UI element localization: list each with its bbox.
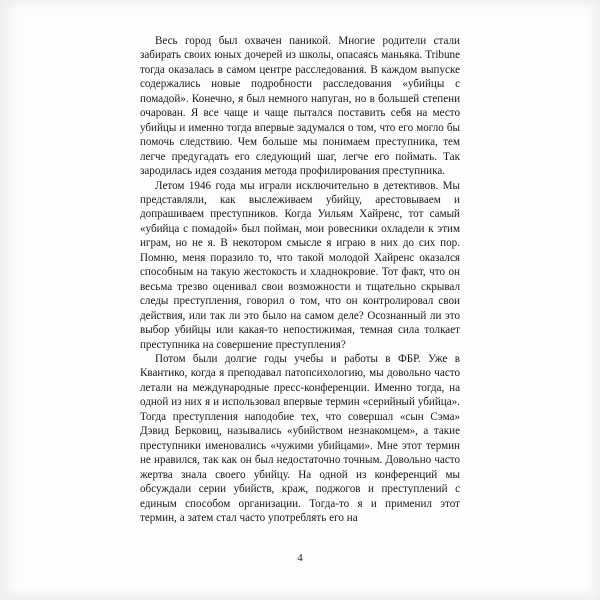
page-edge-top-shading xyxy=(0,0,600,10)
paragraph: Весь город был охвачен паникой. Многие родители стали забирать своих юных дочерей из школы, опасаясь маньяка. Tribune тогда оказалась в самом центре расследования. В каждом выпуске содержались новые подробности расследования «убийцы с помадой». Конечно, я был немного напуган, но в большей степени очарован. Я все чаще и чаще пытался поставить себя на место убийцы и именно тогда впервые задумался о том, что его могло бы помочь следствию. Чем больше мы понимаем преступника, тем легче предугадать его следующий шаг, легче его поймать. Так зародилась идея создания метода профилирования преступника. xyxy=(140,35,460,178)
page-edge-right-shading xyxy=(586,0,600,600)
page-number: 4 xyxy=(297,552,303,564)
page-edge-bottom-shading xyxy=(0,588,600,600)
paragraph: Летом 1946 года мы играли исключительно в детективов. Мы представляли, как выслеживаем убийцу, арестовываем и допрашиваем преступников. Когда Уильям Хайренс, тот самый «убийца с помадой» был пойман, мои ровесники охладели к этим играм, но не я. В некотором смысле я играю в них до сих пор. Помню, меня поразило то, что такой молодой Хайренс оказался способным на такую жестокость и хладнокровие. Тот факт, что он весьма трезво оценивал свои возможности и тщательно скрывал следы преступления, говорил о том, что он контролировал свои действия, или так ли это было на самом деле? Осознанный ли это выбор убийцы или какая-то непостижимая, темная сила толкает преступника на совершение преступления? xyxy=(140,179,460,351)
page-edge-left-shading xyxy=(0,0,18,600)
paragraph: Потом были долгие годы учебы и работы в ФБР. Уже в Квантико, когда я преподавал патопсихологию, мы довольно часто летали на международные пресс-конференции. Именно тогда, на одной из них я и использовал впервые термин «серийный убийца». Тогда преступления наподобие тех, что совершал «сын Сэма» Дэвид Берковиц, назывались «убийством незнакомцем», а такие преступники именовались «чужими убийцами». Мне этот термин не нравился, так как он был недостаточно точным. Довольно часто жертва знала своего убийцу. На одной из конференций мы обсуждали серии убийств, краж, поджогов и преступлений с единым способом организации. Тогда-то я и применил этот термин, а затем стал часто употреблять его на xyxy=(140,352,460,524)
body-text-column xyxy=(140,34,460,525)
